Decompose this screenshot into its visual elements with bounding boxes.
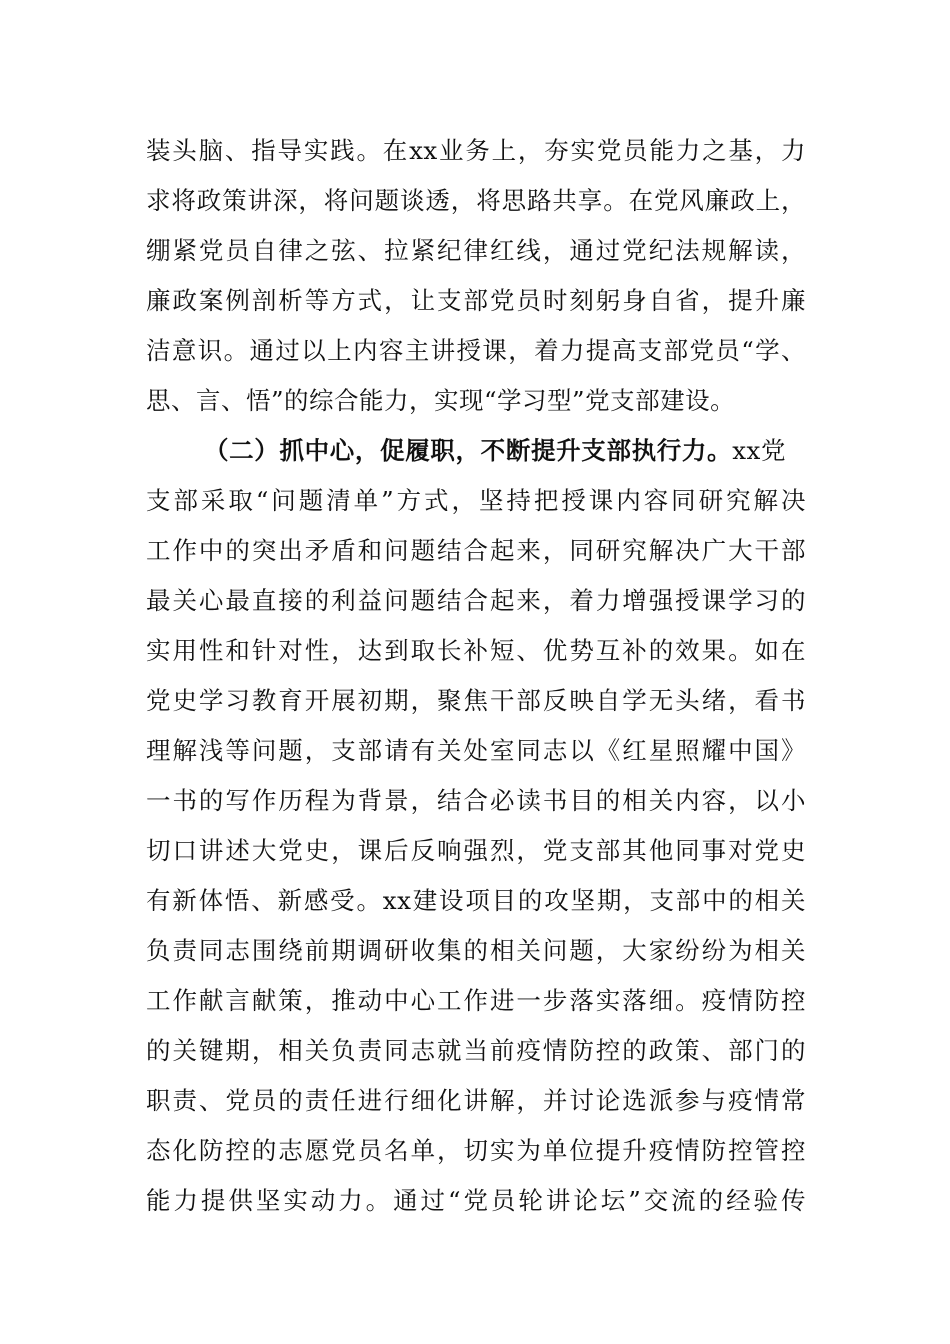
paragraph-line: 理解浅等问题，支部请有关处室同志以《红星照耀中国》 xyxy=(146,736,806,765)
paragraph-line: 最关心最直接的利益问题结合起来，着力增强授课学习的 xyxy=(146,586,806,615)
paragraph-line: 能力提供坚实动力。通过“党员轮讲论坛”交流的经验传 xyxy=(146,1186,806,1215)
paragraph-line: 求将政策讲深，将问题谈透，将思路共享。在党风廉政上， xyxy=(146,186,806,215)
section-heading-line xyxy=(204,431,786,471)
paragraph-line: 廉政案例剖析等方式，让支部党员时刻躬身自省，提升廉 xyxy=(146,286,806,315)
section-heading: （二）抓中心，促履职，不断提升支部执行力。 xyxy=(204,436,733,465)
paragraph-line: 切口讲述大党史，课后反响强烈，党支部其他同事对党史 xyxy=(146,836,806,865)
paragraph-line: 工作献言献策，推动中心工作进一步落实落细。疫情防控 xyxy=(146,986,806,1015)
paragraph-line: 的关键期，相关负责同志就当前疫情防控的政策、部门的 xyxy=(146,1036,806,1065)
paragraph-line: 负责同志围绕前期调研收集的相关问题，大家纷纷为相关 xyxy=(146,936,806,965)
paragraph-line: 有新体悟、新感受。xx建设项目的攻坚期，支部中的相关 xyxy=(146,886,806,915)
paragraph-line: 实用性和针对性，达到取长补短、优势互补的效果。如在 xyxy=(146,636,806,665)
paragraph-line: 思、言、悟”的综合能力，实现“学习型”党支部建设。 xyxy=(146,386,736,415)
paragraph-line: 一书的写作历程为背景，结合必读书目的相关内容，以小 xyxy=(146,786,806,815)
paragraph-line: 绷紧党员自律之弦、拉紧纪律红线，通过党纪法规解读， xyxy=(146,236,806,265)
section-heading-tail: xx党 xyxy=(732,436,787,465)
paragraph-line: 洁意识。通过以上内容主讲授课，着力提高支部党员“学、 xyxy=(146,336,806,365)
paragraph-line: 装头脑、指导实践。在xx业务上，夯实党员能力之基，力 xyxy=(146,136,806,165)
paragraph-line: 党史学习教育开展初期，聚焦干部反映自学无头绪，看书 xyxy=(146,686,806,715)
paragraph-line: 态化防控的志愿党员名单，切实为单位提升疫情防控管控 xyxy=(146,1136,806,1165)
paragraph-line: 支部采取“问题清单”方式，坚持把授课内容同研究解决 xyxy=(146,486,806,515)
paragraph-line: 工作中的突出矛盾和问题结合起来，同研究解决广大干部 xyxy=(146,536,806,565)
paragraph-line: 职责、党员的责任进行细化讲解，并讨论选派参与疫情常 xyxy=(146,1086,806,1115)
